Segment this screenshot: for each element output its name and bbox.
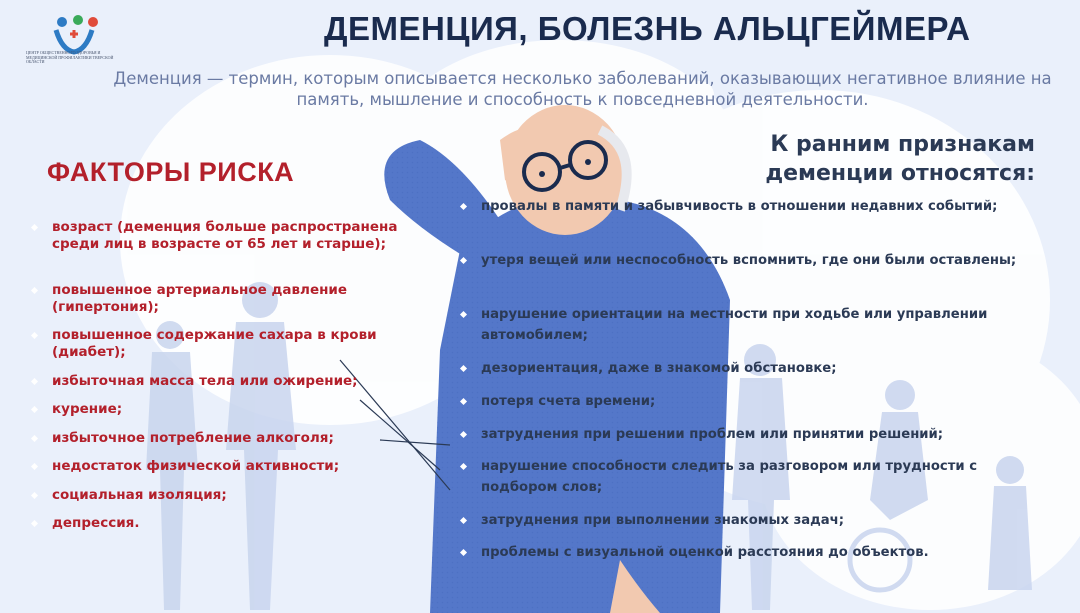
page-title: ДЕМЕНЦИЯ, БОЛЕЗНЬ АЛЬЦГЕЙМЕРА (324, 10, 971, 47)
intro-text: Деменция — термин, которым описывается несколько заболеваний, оказывающих негативное влияние на память, мышление и способность к повседневной деятельности. (113, 69, 1052, 109)
early-sign-item: затруднения при выполнении знакомых задач; (481, 510, 844, 531)
early-sign-item: нарушение ориентации на местности при ходьбе или управлении автомобилем; (481, 304, 1041, 346)
organization-name: ЦЕНТР ОБЩЕСТВЕННОГО ЗДОРОВЬЯ И МЕДИЦИНСКОЙ ПРОФИЛАКТИКИ ТВЕРСКОЙ ОБЛАСТИ (26, 50, 114, 65)
risk-factor-item: депрессия. (52, 515, 139, 532)
early-sign-item: провалы в памяти и забывчивость в отношении недавних событий; (481, 196, 997, 217)
early-sign-item: затруднения при решении проблем или принятии решений; (481, 424, 943, 445)
early-signs-heading: К ранним признакам деменции относятся: (765, 132, 1035, 186)
risk-factors-heading: ФАКТОРЫ РИСКА (47, 157, 295, 187)
risk-factor-item: повышенное содержание сахара в крови (диабет); (52, 327, 432, 361)
early-sign-item: утеря вещей или неспособность вспомнить, где они были оставлены; (481, 250, 1016, 271)
risk-factor-item: избыточное потребление алкоголя; (52, 430, 334, 447)
early-sign-item: проблемы с визуальной оценкой расстояния до объектов. (481, 542, 929, 563)
early-sign-item: дезориентация, даже в знакомой обстановке; (481, 358, 837, 379)
risk-factor-item: социальная изоляция; (52, 487, 227, 504)
risk-factor-item: избыточная масса тела или ожирение; (52, 373, 358, 390)
risk-factor-item: недостаток физической активности; (52, 458, 339, 475)
risk-factor-item: курение; (52, 401, 122, 418)
early-sign-item: потеря счета времени; (481, 391, 655, 412)
early-sign-item: нарушение способности следить за разговором или трудности с подбором слов; (481, 456, 1041, 498)
risk-factor-item: повышенное артериальное давление (гипертония); (52, 282, 432, 316)
risk-factor-item: возраст (деменция больше распространена среди лиц в возрасте от 65 лет и старше); (52, 219, 432, 253)
